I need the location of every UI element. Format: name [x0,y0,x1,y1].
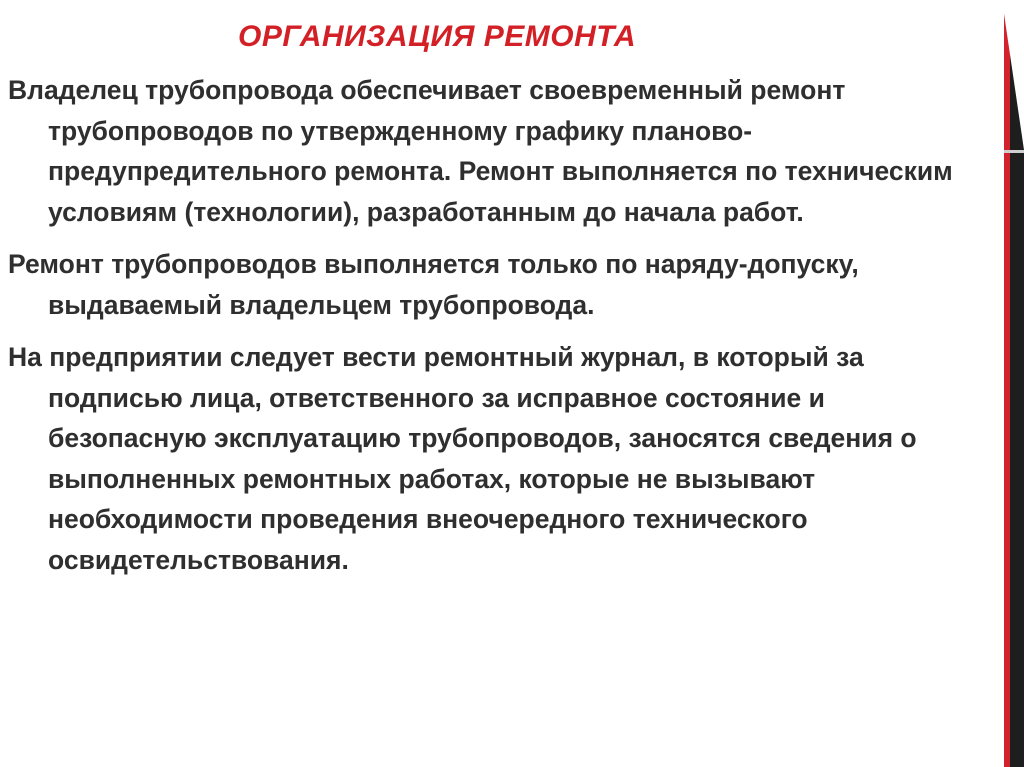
page-fold-shadow [1004,150,1024,153]
paragraph-2: Ремонт трубопроводов выполняется только по наряду-допуску, выдаваемый владельцем трубопровода. [8,249,859,320]
slide-title: ОРГАНИЗАЦИЯ РЕМОНТА [238,20,637,53]
page-fold-corner [1002,0,1024,150]
paragraph-1: Владелец трубопровода обеспечивает своевременный ремонт трубопроводов по утвержденному графику планово-предупредительного ремонта. Ремонт выполняется по техническим условиям (технологии), разработанным до начала работ. [8,75,953,227]
paragraph-3: На предприятии следует вести ремонтный журнал, в который за подписью лица, ответственного за исправное состояние и безопасную эксплуатацию трубопроводов, заносятся сведения о выполненных ремонтных работах, которые не вызывают необходимости проведения внеочередного технического освидетельствования. [8,342,917,575]
slide-body [8,70,973,592]
